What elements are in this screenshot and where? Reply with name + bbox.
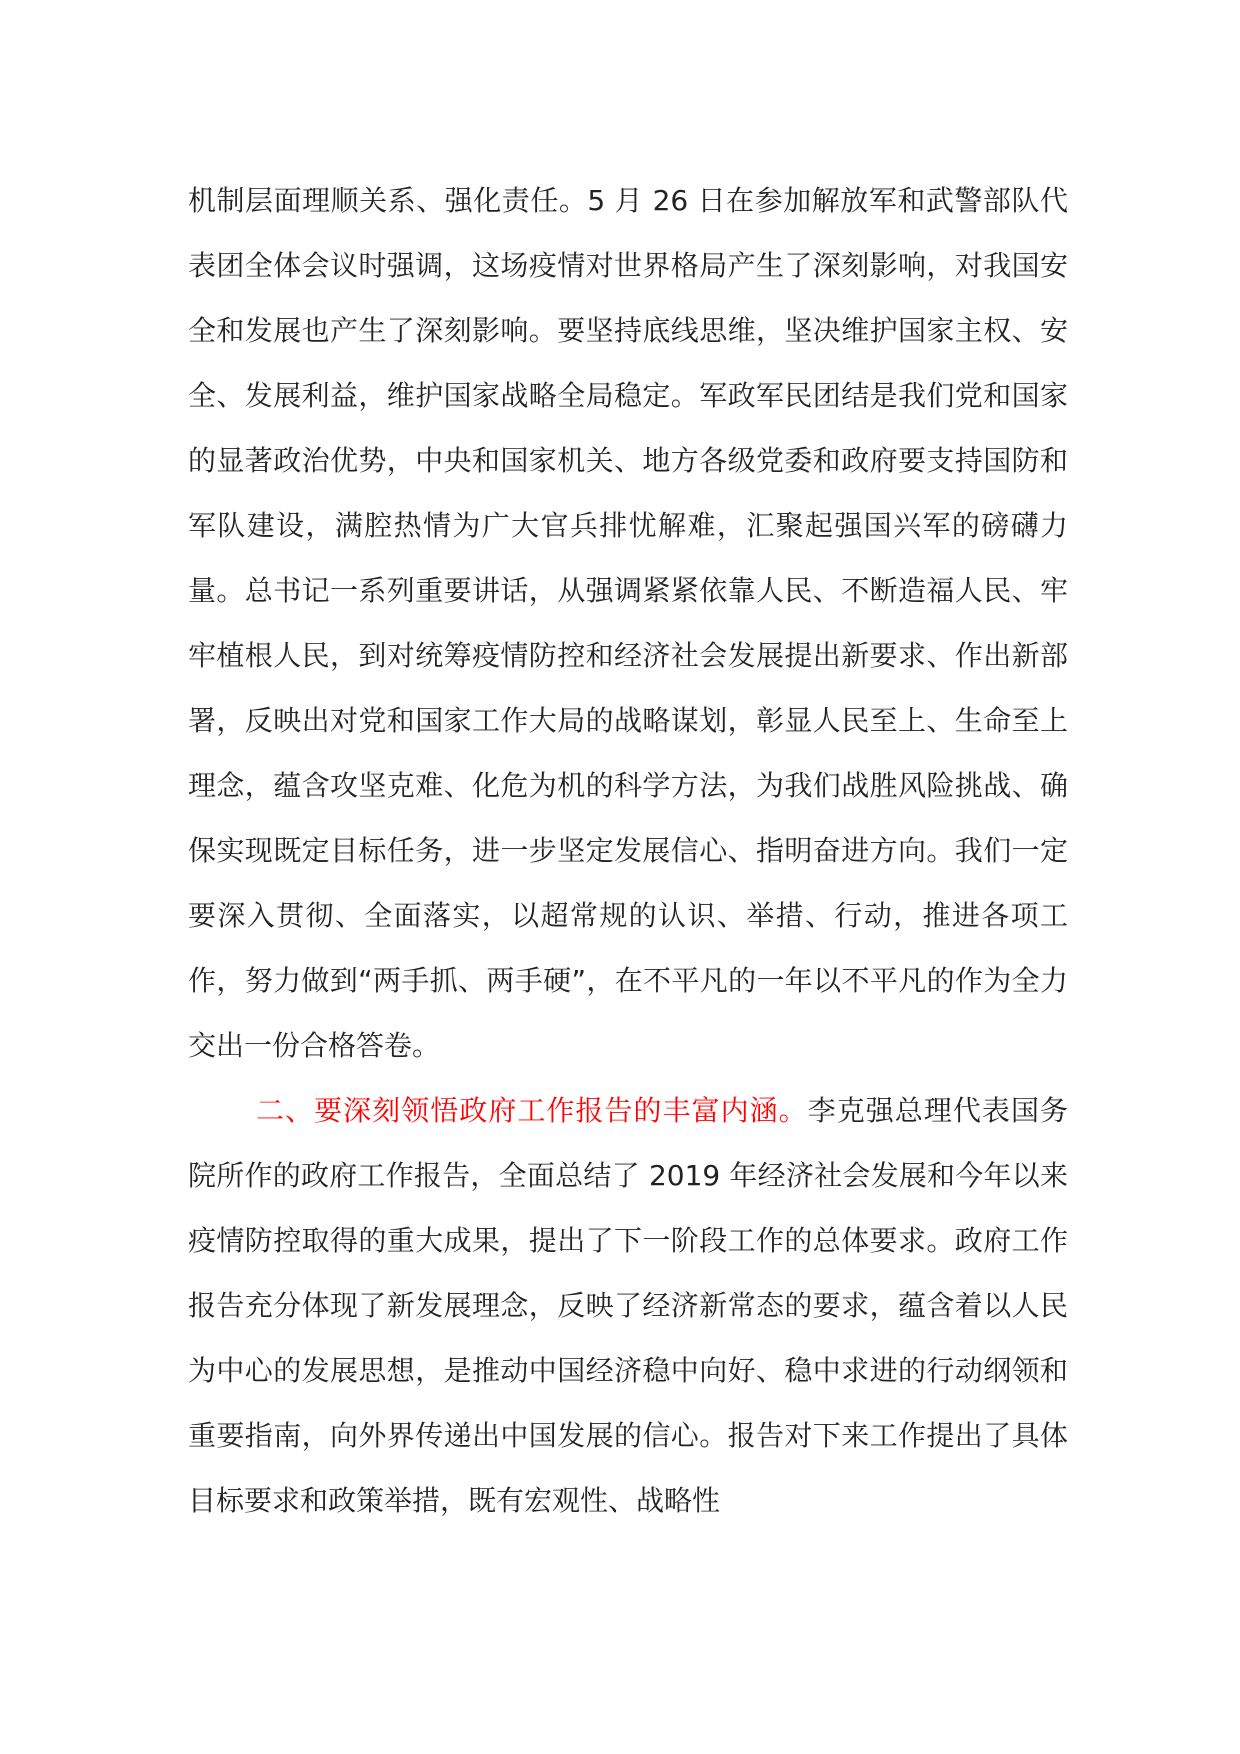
paragraph-section-two: [188, 1078, 1068, 1533]
section-body-text: 李克强总理代表国务院所作的政府工作报告，全面总结了 2019 年经济社会发展和今年以来疫情防控取得的重大成果，提出了下一阶段工作的总体要求。政府工作报告充分体现了新发展理念，反映了经济新常态的要求，蕴含着以人民为中心的发展思想，是推动中国经济稳中向好、稳中求进的行动纲领和重要指南，向外界传递出中国发展的信心。报告对下来工作提出了具体目标要求和政策举措，既有宏观性、战略性: [188, 1094, 1068, 1517]
document-body: [188, 168, 1068, 1533]
paragraph-continuation: 机制层面理顺关系、强化责任。5 月 26 日在参加解放军和武警部队代表团全体会议时强调，这场疫情对世界格局产生了深刻影响，对我国安全和发展也产生了深刻影响。要坚持底线思维，坚决维护国家主权、安全、发展利益，维护国家战略全局稳定。军政军民团结是我们党和国家的显著政治优势，中央和国家机关、地方各级党委和政府要支持国防和军队建设，满腔热情为广大官兵排忧解难，汇聚起强国兴军的磅礴力量。总书记一系列重要讲话，从强调紧紧依靠人民、不断造福人民、牢牢植根人民，到对统筹疫情防控和经济社会发展提出新要求、作出新部署，反映出对党和国家工作大局的战略谋划，彰显人民至上、生命至上理念，蕴含攻坚克难、化危为机的科学方法，为我们战胜风险挑战、确保实现既定目标任务，进一步坚定发展信心、指明奋进方向。我们一定要深入贯彻、全面落实，以超常规的认识、举措、行动，推进各项工作，努力做到“两手抓、两手硬”，在不平凡的一年以不平凡的作为全力交出一份合格答卷。: [188, 184, 1068, 1062]
section-heading: 二、要深刻领悟政府工作报告的丰富内涵。: [256, 1094, 808, 1127]
